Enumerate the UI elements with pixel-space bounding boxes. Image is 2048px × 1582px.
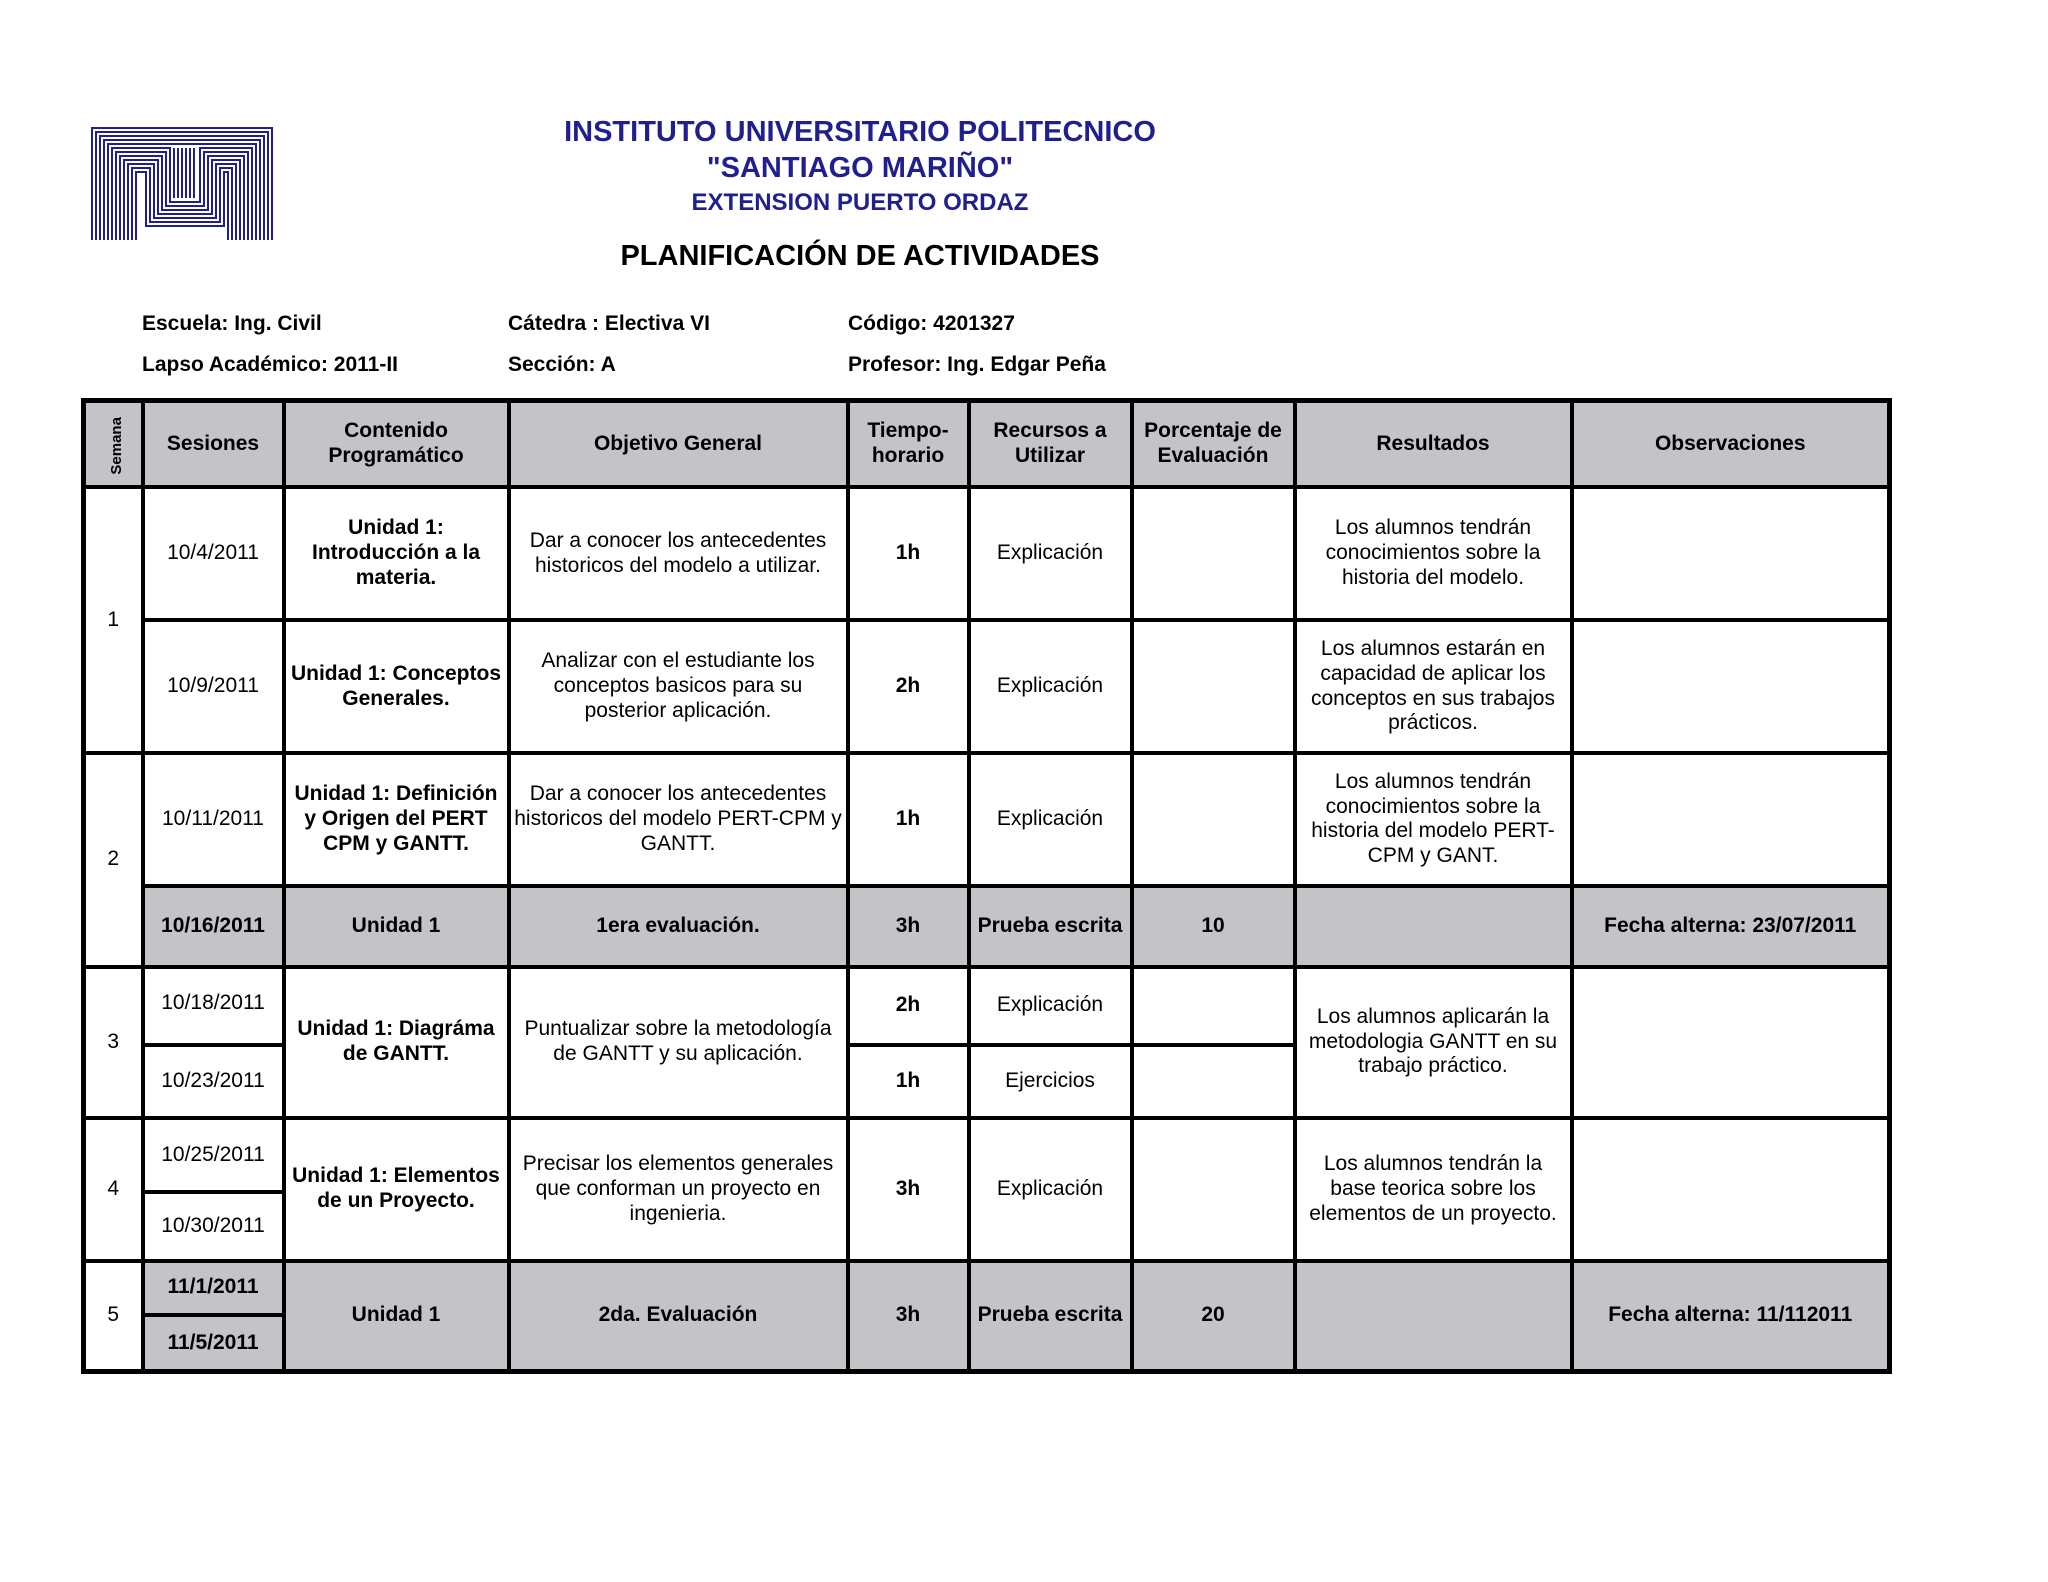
- content-cell: Unidad 1: Definición y Origen del PERT CPM y GANTT.: [284, 753, 509, 886]
- lapso-label: Lapso Académico: 2011-II: [142, 353, 398, 376]
- catedra-label: Cátedra : Electiva VI: [508, 312, 710, 335]
- percentage-cell: 20: [1132, 1261, 1295, 1372]
- resources-cell: Ejercicios: [969, 1045, 1132, 1118]
- objective-cell: Dar a conocer los antecedentes historicos del modelo a utilizar.: [509, 487, 848, 620]
- header-recursos: Recursos a Utilizar: [969, 401, 1132, 488]
- header-tiempo: Tiempo-horario: [848, 401, 969, 488]
- session-date: 10/11/2011: [143, 753, 284, 886]
- results-cell: Los alumnos tendrán conocimientos sobre la historia del modelo.: [1295, 487, 1572, 620]
- observations-cell: [1572, 753, 1890, 886]
- table-row: [84, 1118, 1890, 1193]
- session-date: 10/18/2011: [143, 967, 284, 1046]
- resources-cell: Explicación: [969, 753, 1132, 886]
- results-cell: Los alumnos aplicarán la metodologia GANTT en su trabajo práctico.: [1295, 967, 1572, 1118]
- session-date: 10/25/2011: [143, 1118, 284, 1193]
- percentage-cell: [1132, 1118, 1295, 1261]
- content-cell: Unidad 1: Introducción a la materia.: [284, 487, 509, 620]
- resources-cell: Explicación: [969, 620, 1132, 753]
- observations-cell: Fecha alterna: 11/112011: [1572, 1261, 1890, 1372]
- session-date: 11/5/2011: [143, 1315, 284, 1371]
- table-header-row: [84, 401, 1890, 488]
- table-row: [84, 967, 1890, 1046]
- time-cell: 1h: [848, 753, 969, 886]
- content-cell: Unidad 1: [284, 1261, 509, 1372]
- session-date: 10/9/2011: [143, 620, 284, 753]
- week-cell: 2: [84, 753, 143, 967]
- percentage-cell: [1132, 487, 1295, 620]
- percentage-cell: [1132, 753, 1295, 886]
- observations-cell: [1572, 620, 1890, 753]
- header-observaciones: Observaciones: [1572, 401, 1890, 488]
- institute-name: "SANTIAGO MARIÑO": [706, 152, 1014, 184]
- objective-cell: 1era evaluación.: [509, 886, 848, 967]
- percentage-cell: [1132, 1045, 1295, 1118]
- header-contenido: Contenido Programático: [284, 401, 509, 488]
- week-cell: 3: [84, 967, 143, 1118]
- content-cell: Unidad 1: Conceptos Generales.: [284, 620, 509, 753]
- observations-cell: [1572, 487, 1890, 620]
- content-cell: Unidad 1: Diagráma de GANTT.: [284, 967, 509, 1118]
- table-row: [84, 753, 1890, 886]
- percentage-cell: 10: [1132, 886, 1295, 967]
- results-cell: Los alumnos tendrán la base teorica sobre los elementos de un proyecto.: [1295, 1118, 1572, 1261]
- profesor-label: Profesor: Ing. Edgar Peña: [848, 353, 1106, 376]
- objective-cell: Puntualizar sobre la metodología de GANTT y su aplicación.: [509, 967, 848, 1118]
- results-cell: [1295, 886, 1572, 967]
- resources-cell: Explicación: [969, 1118, 1132, 1261]
- time-cell: 3h: [848, 1261, 969, 1372]
- time-cell: 1h: [848, 487, 969, 620]
- percentage-cell: [1132, 620, 1295, 753]
- time-cell: 2h: [848, 620, 969, 753]
- institute-title: INSTITUTO UNIVERSITARIO POLITECNICO: [564, 116, 1156, 148]
- resources-cell: Prueba escrita: [969, 1261, 1132, 1372]
- session-date: 10/30/2011: [143, 1192, 284, 1260]
- time-cell: 3h: [848, 886, 969, 967]
- resources-cell: Prueba escrita: [969, 886, 1132, 967]
- results-cell: Los alumnos estarán en capacidad de aplicar los conceptos en sus trabajos prácticos.: [1295, 620, 1572, 753]
- objective-cell: Analizar con el estudiante los conceptos basicos para su posterior aplicación.: [509, 620, 848, 753]
- objective-cell: Precisar los elementos generales que conforman un proyecto en ingenieria.: [509, 1118, 848, 1261]
- session-date: 10/23/2011: [143, 1045, 284, 1118]
- extension-title: EXTENSION PUERTO ORDAZ: [691, 189, 1029, 216]
- session-date: 10/4/2011: [143, 487, 284, 620]
- observations-cell: Fecha alterna: 23/07/2011: [1572, 886, 1890, 967]
- objective-cell: 2da. Evaluación: [509, 1261, 848, 1372]
- session-date: 10/16/2011: [143, 886, 284, 967]
- observations-cell: [1572, 967, 1890, 1118]
- percentage-cell: [1132, 967, 1295, 1046]
- table-row: [84, 487, 1890, 620]
- document-title: PLANIFICACIÓN DE ACTIVIDADES: [620, 240, 1100, 272]
- codigo-label: Código: 4201327: [848, 312, 1015, 335]
- table-row-evaluation: [84, 1261, 1890, 1315]
- header-objetivo: Objetivo General: [509, 401, 848, 488]
- results-cell: Los alumnos tendrán conocimientos sobre la historia del modelo PERT-CPM y GANT.: [1295, 753, 1572, 886]
- seccion-label: Sección: A: [508, 353, 616, 376]
- resources-cell: Explicación: [969, 487, 1132, 620]
- week-cell: 4: [84, 1118, 143, 1261]
- table-row-evaluation: [84, 886, 1890, 967]
- header-resultados: Resultados: [1295, 401, 1572, 488]
- header-sesiones: Sesiones: [143, 401, 284, 488]
- content-cell: Unidad 1: [284, 886, 509, 967]
- results-cell: [1295, 1261, 1572, 1372]
- content-cell: Unidad 1: Elementos de un Proyecto.: [284, 1118, 509, 1261]
- institute-logo: [90, 126, 274, 242]
- time-cell: 3h: [848, 1118, 969, 1261]
- objective-cell: Dar a conocer los antecedentes historicos del modelo PERT-CPM y GANTT.: [509, 753, 848, 886]
- table-row: [84, 620, 1890, 753]
- observations-cell: [1572, 1118, 1890, 1261]
- time-cell: 2h: [848, 967, 969, 1046]
- header-porcentaje: Porcentaje de Evaluación: [1132, 401, 1295, 488]
- week-cell: 5: [84, 1261, 143, 1372]
- planning-table: [81, 398, 1892, 1374]
- time-cell: 1h: [848, 1045, 969, 1118]
- week-cell: 1: [84, 487, 143, 753]
- escuela-label: Escuela: Ing. Civil: [142, 312, 322, 335]
- header-semana: Semana: [84, 401, 143, 488]
- session-date: 11/1/2011: [143, 1261, 284, 1315]
- resources-cell: Explicación: [969, 967, 1132, 1046]
